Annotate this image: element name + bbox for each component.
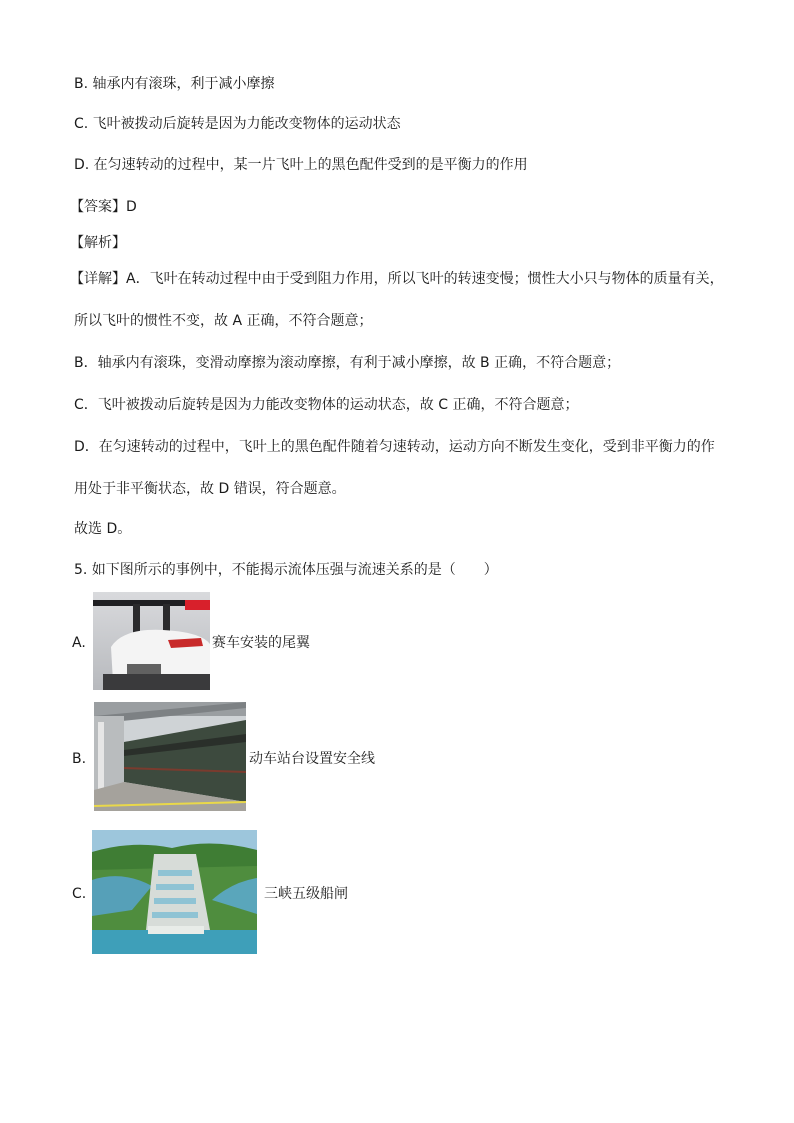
detail-line-2: 所以飞叶的惯性不变，故 A 正确，不符合题意； [74,313,373,329]
conclusion-text: 故选 D。 [74,521,132,537]
answer-label: 【答案】D [70,199,137,215]
option-b-text: B. 轴承内有滚珠，利于减小摩擦 [74,76,275,92]
question-5-stem: 5. 如下图所示的事例中，不能揭示流体压强与流速关系的是（ ） [74,562,498,578]
option-a-letter: A. [72,635,86,651]
three-gorges-ship-lock-image [92,830,257,954]
analysis-label: 【解析】 [70,235,126,251]
detail-line-5: D．在匀速转动的过程中，飞叶上的黑色配件随着匀速转动，运动方向不断发生变化，受到非平衡力的作 [74,439,715,455]
option-b-letter: B. [72,751,87,767]
option-c-caption: 三峡五级船闸 [264,886,348,902]
detail-line-3: B．轴承内有滚珠，变滑动摩擦为滚动摩擦，有利于减小摩擦，故 B 正确，不符合题意； [74,355,621,371]
race-car-rear-wing-image [93,592,210,690]
detail-line-1: 【详解】A．飞叶在转动过程中由于受到阻力作用，所以飞叶的转速变慢；惯性大小只与物体的质量有关， [70,271,724,287]
option-c-text: C. 飞叶被拨动后旋转是因为力能改变物体的运动状态 [74,116,401,132]
detail-line-4: C．飞叶被拨动后旋转是因为力能改变物体的运动状态，故 C 正确，不符合题意； [74,397,579,413]
option-a-caption: 赛车安装的尾翼 [212,635,310,651]
option-d-text: D. 在匀速转动的过程中，某一片飞叶上的黑色配件受到的是平衡力的作用 [74,157,528,173]
train-station-platform-image [94,702,246,811]
option-c-letter: C. [72,886,87,902]
option-b-caption: 动车站台设置安全线 [249,751,375,767]
detail-line-6: 用处于非平衡状态，故 D 错误，符合题意。 [74,481,346,497]
